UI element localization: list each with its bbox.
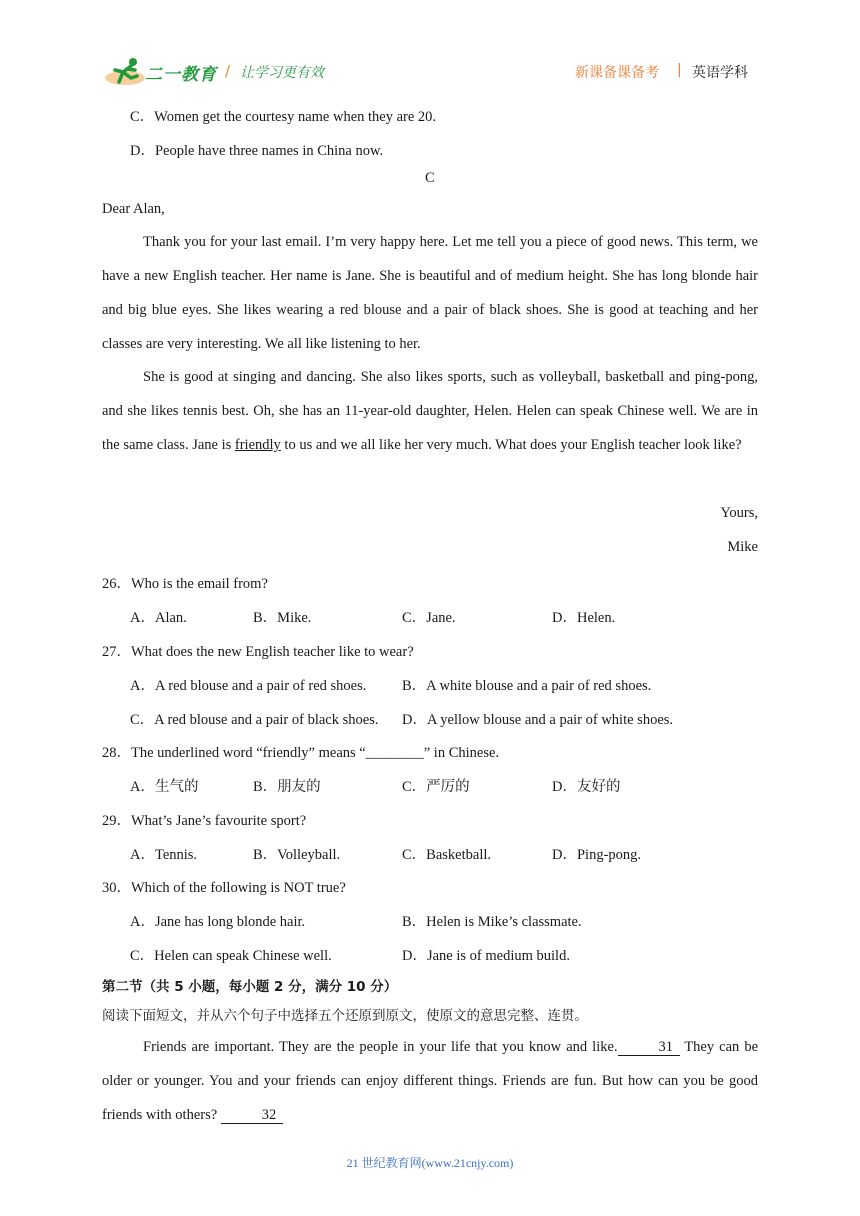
section-2-text-a: Friends are important. They are the people in your life that you know and like. xyxy=(143,1039,618,1055)
paragraph-2-text-a: She is good at singing and dancing. She also likes sports, such as volleyball, basketball and ping-pong, and she likes tennis best. Oh, she has an 11-year-old daughter, Helen. Helen can speak Chinese well. We are in the same class. Jane is xyxy=(102,369,758,453)
passage-paragraph-1: Thank you for your last email. I’m very happy here. Let me tell you a piece of good news. This term, we have a new English teacher. Her name is Jane. She is beautiful and of medium height. She has long blonde hair and big blue eyes. She likes wearing a red blouse and a pair of black shoes. She is good at teaching and her classes are very interesting. We all like listening to her. xyxy=(102,234,758,352)
header-slogan: 让学习更有效 xyxy=(240,65,324,81)
passage-paragraph-2 xyxy=(102,360,758,462)
section-2-text-b: They can be older or younger. You and your friends can enjoy different things. Friends are fun. But how can you be good friends with others? xyxy=(102,1039,759,1123)
section-2-instruction: 阅读下面短文，并从六个句子中选择五个还原到原文，使原文的意思完整、连贯。 xyxy=(102,1008,588,1024)
letter-closing: Yours, xyxy=(720,505,758,521)
passage-letter: C xyxy=(425,170,435,186)
blank-31: 31 xyxy=(618,1040,680,1056)
blank-32: 32 xyxy=(221,1108,283,1124)
section-2-passage xyxy=(102,1030,758,1132)
q29-option-b: B．Volleyball. xyxy=(253,847,341,863)
brand-name: 二一教育 xyxy=(145,65,217,85)
q29-option-c: C．Basketball. xyxy=(402,847,492,863)
q29-option-d: D．Ping-pong. xyxy=(552,847,642,863)
question-26: 26．Who is the email from? xyxy=(102,576,268,592)
q30-option-c: C．Helen can speak Chinese well. xyxy=(130,948,332,964)
q27-option-b: B．A white blouse and a pair of red shoes. xyxy=(402,678,652,694)
q28-option-b: B．朋友的 xyxy=(253,779,321,795)
header-subject: 英语学科 xyxy=(692,65,748,81)
salutation: Dear Alan, xyxy=(102,201,165,217)
paragraph-2-text-b: to us and we all like her very much. What does your English teacher look like? xyxy=(280,437,742,453)
header-right-label: 新课备课备考 xyxy=(575,65,659,81)
q26-option-a: A．Alan. xyxy=(130,610,187,626)
q28-option-a: A．生气的 xyxy=(130,779,199,795)
header-slash: / xyxy=(225,62,231,80)
letter-signature: Mike xyxy=(727,539,758,555)
prev-option-c: C．Women get the courtesy name when they are 20. xyxy=(130,109,437,125)
q29-option-a: A．Tennis. xyxy=(130,847,198,863)
page-footer: 21 世纪教育网(www.21cnjy.com) xyxy=(346,1156,514,1170)
question-28: 28．The underlined word “friendly” means “________” in Chinese. xyxy=(102,745,500,761)
q27-option-d: D．A yellow blouse and a pair of white shoes. xyxy=(402,712,674,728)
underlined-word: friendly xyxy=(234,437,281,453)
q28-option-c: C．严厉的 xyxy=(402,779,470,795)
section-2-title: 第二节（共 5 小题，每小题 2 分，满分 10 分） xyxy=(102,979,398,995)
prev-option-d: D．People have three names in China now. xyxy=(130,143,384,159)
q28-option-d: D．友好的 xyxy=(552,779,621,795)
q26-option-c: C．Jane. xyxy=(402,610,456,626)
q27-option-c: C．A red blouse and a pair of black shoes. xyxy=(130,712,379,728)
q30-option-a: A．Jane has long blonde hair. xyxy=(130,914,306,930)
question-30: 30．Which of the following is NOT true? xyxy=(102,880,346,896)
q27-option-a: A．A red blouse and a pair of red shoes. xyxy=(130,678,367,694)
question-27: 27．What does the new English teacher like to wear? xyxy=(102,644,414,660)
q30-option-b: B．Helen is Mike’s classmate. xyxy=(402,914,582,930)
q26-option-b: B．Mike. xyxy=(253,610,312,626)
q26-option-d: D．Helen. xyxy=(552,610,616,626)
question-29: 29．What’s Jane’s favourite sport? xyxy=(102,813,307,829)
runner-logo-icon xyxy=(103,56,145,88)
q30-option-d: D．Jane is of medium build. xyxy=(402,948,570,964)
header-separator: | xyxy=(677,62,682,78)
